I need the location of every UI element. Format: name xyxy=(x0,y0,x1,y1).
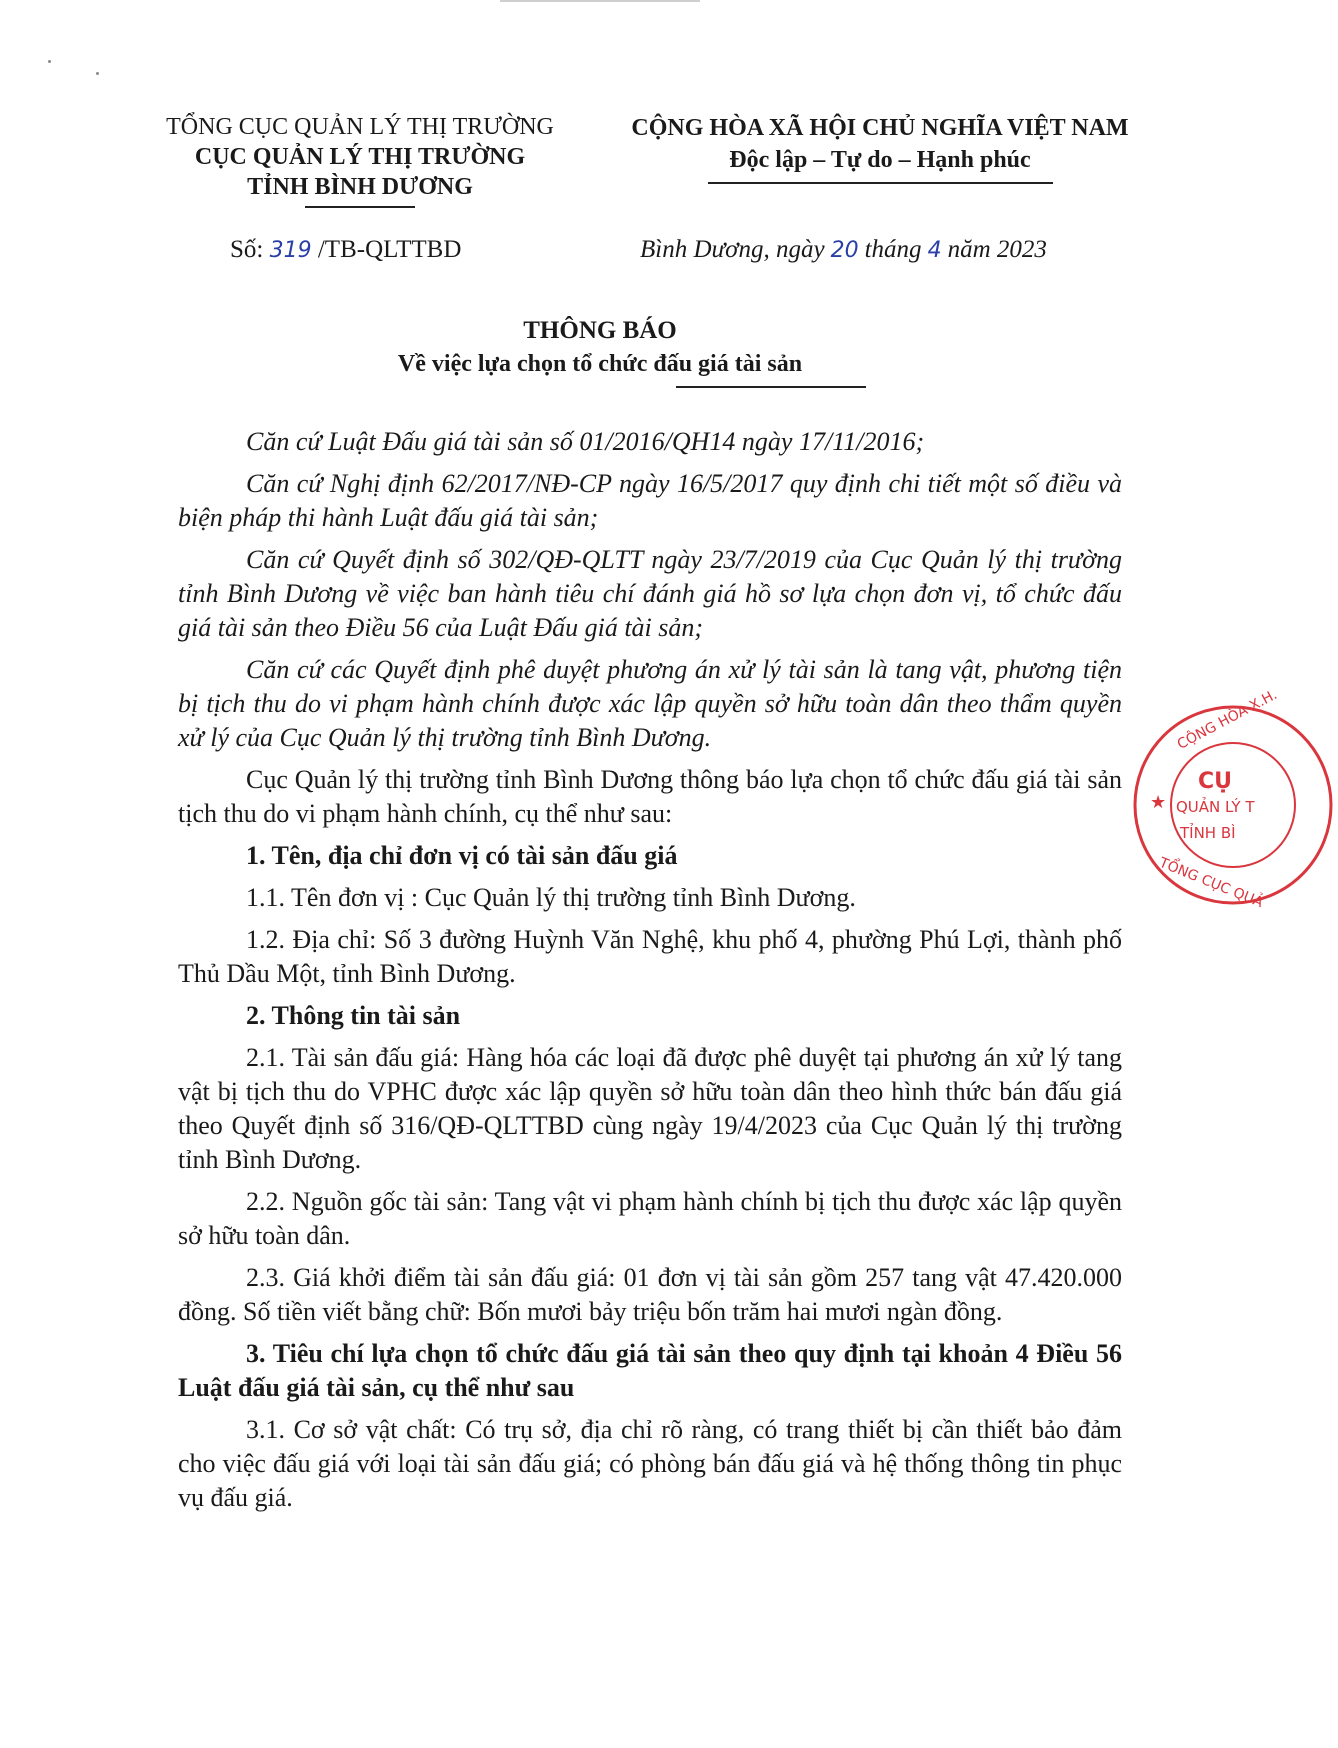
legal-basis: Căn cứ Quyết định số 302/QĐ-QLTT ngày 23/7/2019 của Cục Quản lý thị trường tỉnh Bình Dương về việc ban hành tiêu chí đánh giá hồ sơ lựa chọn đơn vị, tổ chức đấu giá tài sản theo Điều 56 của Luật Đấu giá tài sản; xyxy=(178,545,1122,642)
scan-speck xyxy=(96,72,99,75)
national-motto: Độc lập – Tự do – Hạnh phúc xyxy=(729,147,1031,173)
title-subject: Về việc lựa chọn tổ chức đấu giá tài sản xyxy=(397,351,803,377)
agency-underline xyxy=(305,206,415,208)
legal-basis: Căn cứ các Quyết định phê duyệt phương án xử lý tài sản là tang vật, phương tiện bị tịch thu do vi phạm hành chính được xác lập quyền sở hữu toàn dân theo thẩm quyền xử lý của Cục Quản lý thị trường tỉnh Bình Dương. xyxy=(178,655,1122,752)
doc-number-prefix: Số: xyxy=(230,236,264,263)
svg-text:★: ★ xyxy=(1150,792,1167,813)
section-2-2: 2.2. Nguồn gốc tài sản: Tang vật vi phạm hành chính bị tịch thu được xác lập quyền sở hữu toàn dân. xyxy=(178,1187,1122,1250)
section-1-1: 1.1. Tên đơn vị : Cục Quản lý thị trường tỉnh Bình Dương. xyxy=(246,883,856,912)
doc-number-suffix: /TB-QLTTBD xyxy=(317,236,462,263)
document-number xyxy=(230,236,461,264)
seal-ring-text: CỘNG HÒA X.H. xyxy=(1174,686,1280,753)
agency-name: CỤC QUẢN LÝ THỊ TRƯỜNG xyxy=(194,144,526,170)
section-heading-3: 3. Tiêu chí lựa chọn tổ chức đấu giá tài sản theo quy định tại khoản 4 Điều 56 Luật đấu giá tài sản, cụ thể như sau xyxy=(178,1339,1122,1402)
seal-line-1: CỤ xyxy=(1198,769,1233,794)
scan-edge-mark xyxy=(500,0,700,2)
seal-bottom-text: TỔNG CỤC QUẢ xyxy=(1156,854,1266,912)
date-place: Bình Dương, ngày xyxy=(640,236,825,263)
motto-underline xyxy=(708,182,1053,184)
date-month-label: tháng xyxy=(864,236,922,263)
nation-name: CỘNG HÒA XÃ HỘI CHỦ NGHĨA VIỆT NAM xyxy=(631,115,1129,141)
document-body xyxy=(178,425,1122,1523)
document-title xyxy=(150,314,1050,388)
title-main: THÔNG BÁO xyxy=(523,317,677,344)
scan-speck xyxy=(48,60,51,63)
section-1-2: 1.2. Địa chỉ: Số 3 đường Huỳnh Văn Nghệ, khu phố 4, phường Phú Lợi, thành phố Thủ Dầu Một, tỉnh Bình Dương. xyxy=(178,925,1122,988)
section-2-1: 2.1. Tài sản đấu giá: Hàng hóa các loại đã được phê duyệt tại phương án xử lý tang vật bị tịch thu do VPHC được xác lập quyền sở hữu toàn dân theo hình thức bán đấu giá theo Quyết định số 316/QĐ-QLTTBD cùng ngày 19/4/2023 của Cục Quản lý thị trường tỉnh Bình Dương. xyxy=(178,1043,1122,1174)
seal-line-2: QUẢN LÝ T xyxy=(1176,798,1255,816)
intro-paragraph: Cục Quản lý thị trường tỉnh Bình Dương thông báo lựa chọn tổ chức đấu giá tài sản tịch thu do vi phạm hành chính, cụ thể như sau: xyxy=(178,765,1122,828)
legal-basis: Căn cứ Nghị định 62/2017/NĐ-CP ngày 16/5/2017 quy định chi tiết một số điều và biện pháp thi hành Luật đấu giá tài sản; xyxy=(178,469,1122,532)
section-heading-1: 1. Tên, địa chỉ đơn vị có tài sản đấu giá xyxy=(246,841,678,870)
place-and-date xyxy=(640,236,1047,264)
date-day: 20 xyxy=(830,238,859,263)
agency-province: TỈNH BÌNH DƯƠNG xyxy=(247,174,473,200)
agency-parent: TỔNG CỤC QUẢN LÝ THỊ TRƯỜNG xyxy=(166,114,554,140)
seal-line-3: TỈNH BÌ xyxy=(1180,824,1236,842)
section-heading-2: 2. Thông tin tài sản xyxy=(246,1001,461,1030)
official-seal xyxy=(1128,686,1338,912)
date-year: năm 2023 xyxy=(947,236,1047,263)
issuing-agency xyxy=(120,112,600,208)
doc-number-handwritten: 319 xyxy=(269,238,312,263)
legal-basis: Căn cứ Luật Đấu giá tài sản số 01/2016/QH14 ngày 17/11/2016; xyxy=(246,427,925,456)
title-underline xyxy=(676,386,866,388)
national-header xyxy=(610,112,1150,184)
date-month: 4 xyxy=(927,238,942,263)
section-2-3: 2.3. Giá khởi điểm tài sản đấu giá: 01 đơn vị tài sản gồm 257 tang vật 47.420.000 đồng. Số tiền viết bằng chữ: Bốn mươi bảy triệu bốn trăm hai mươi ngàn đồng. xyxy=(178,1263,1122,1326)
section-3-1: 3.1. Cơ sở vật chất: Có trụ sở, địa chỉ rõ ràng, có trang thiết bị cần thiết bảo đảm cho việc đấu giá với loại tài sản đấu giá; có phòng bán đấu giá và hệ thống thông tin phục vụ đấu giá. xyxy=(178,1415,1122,1512)
